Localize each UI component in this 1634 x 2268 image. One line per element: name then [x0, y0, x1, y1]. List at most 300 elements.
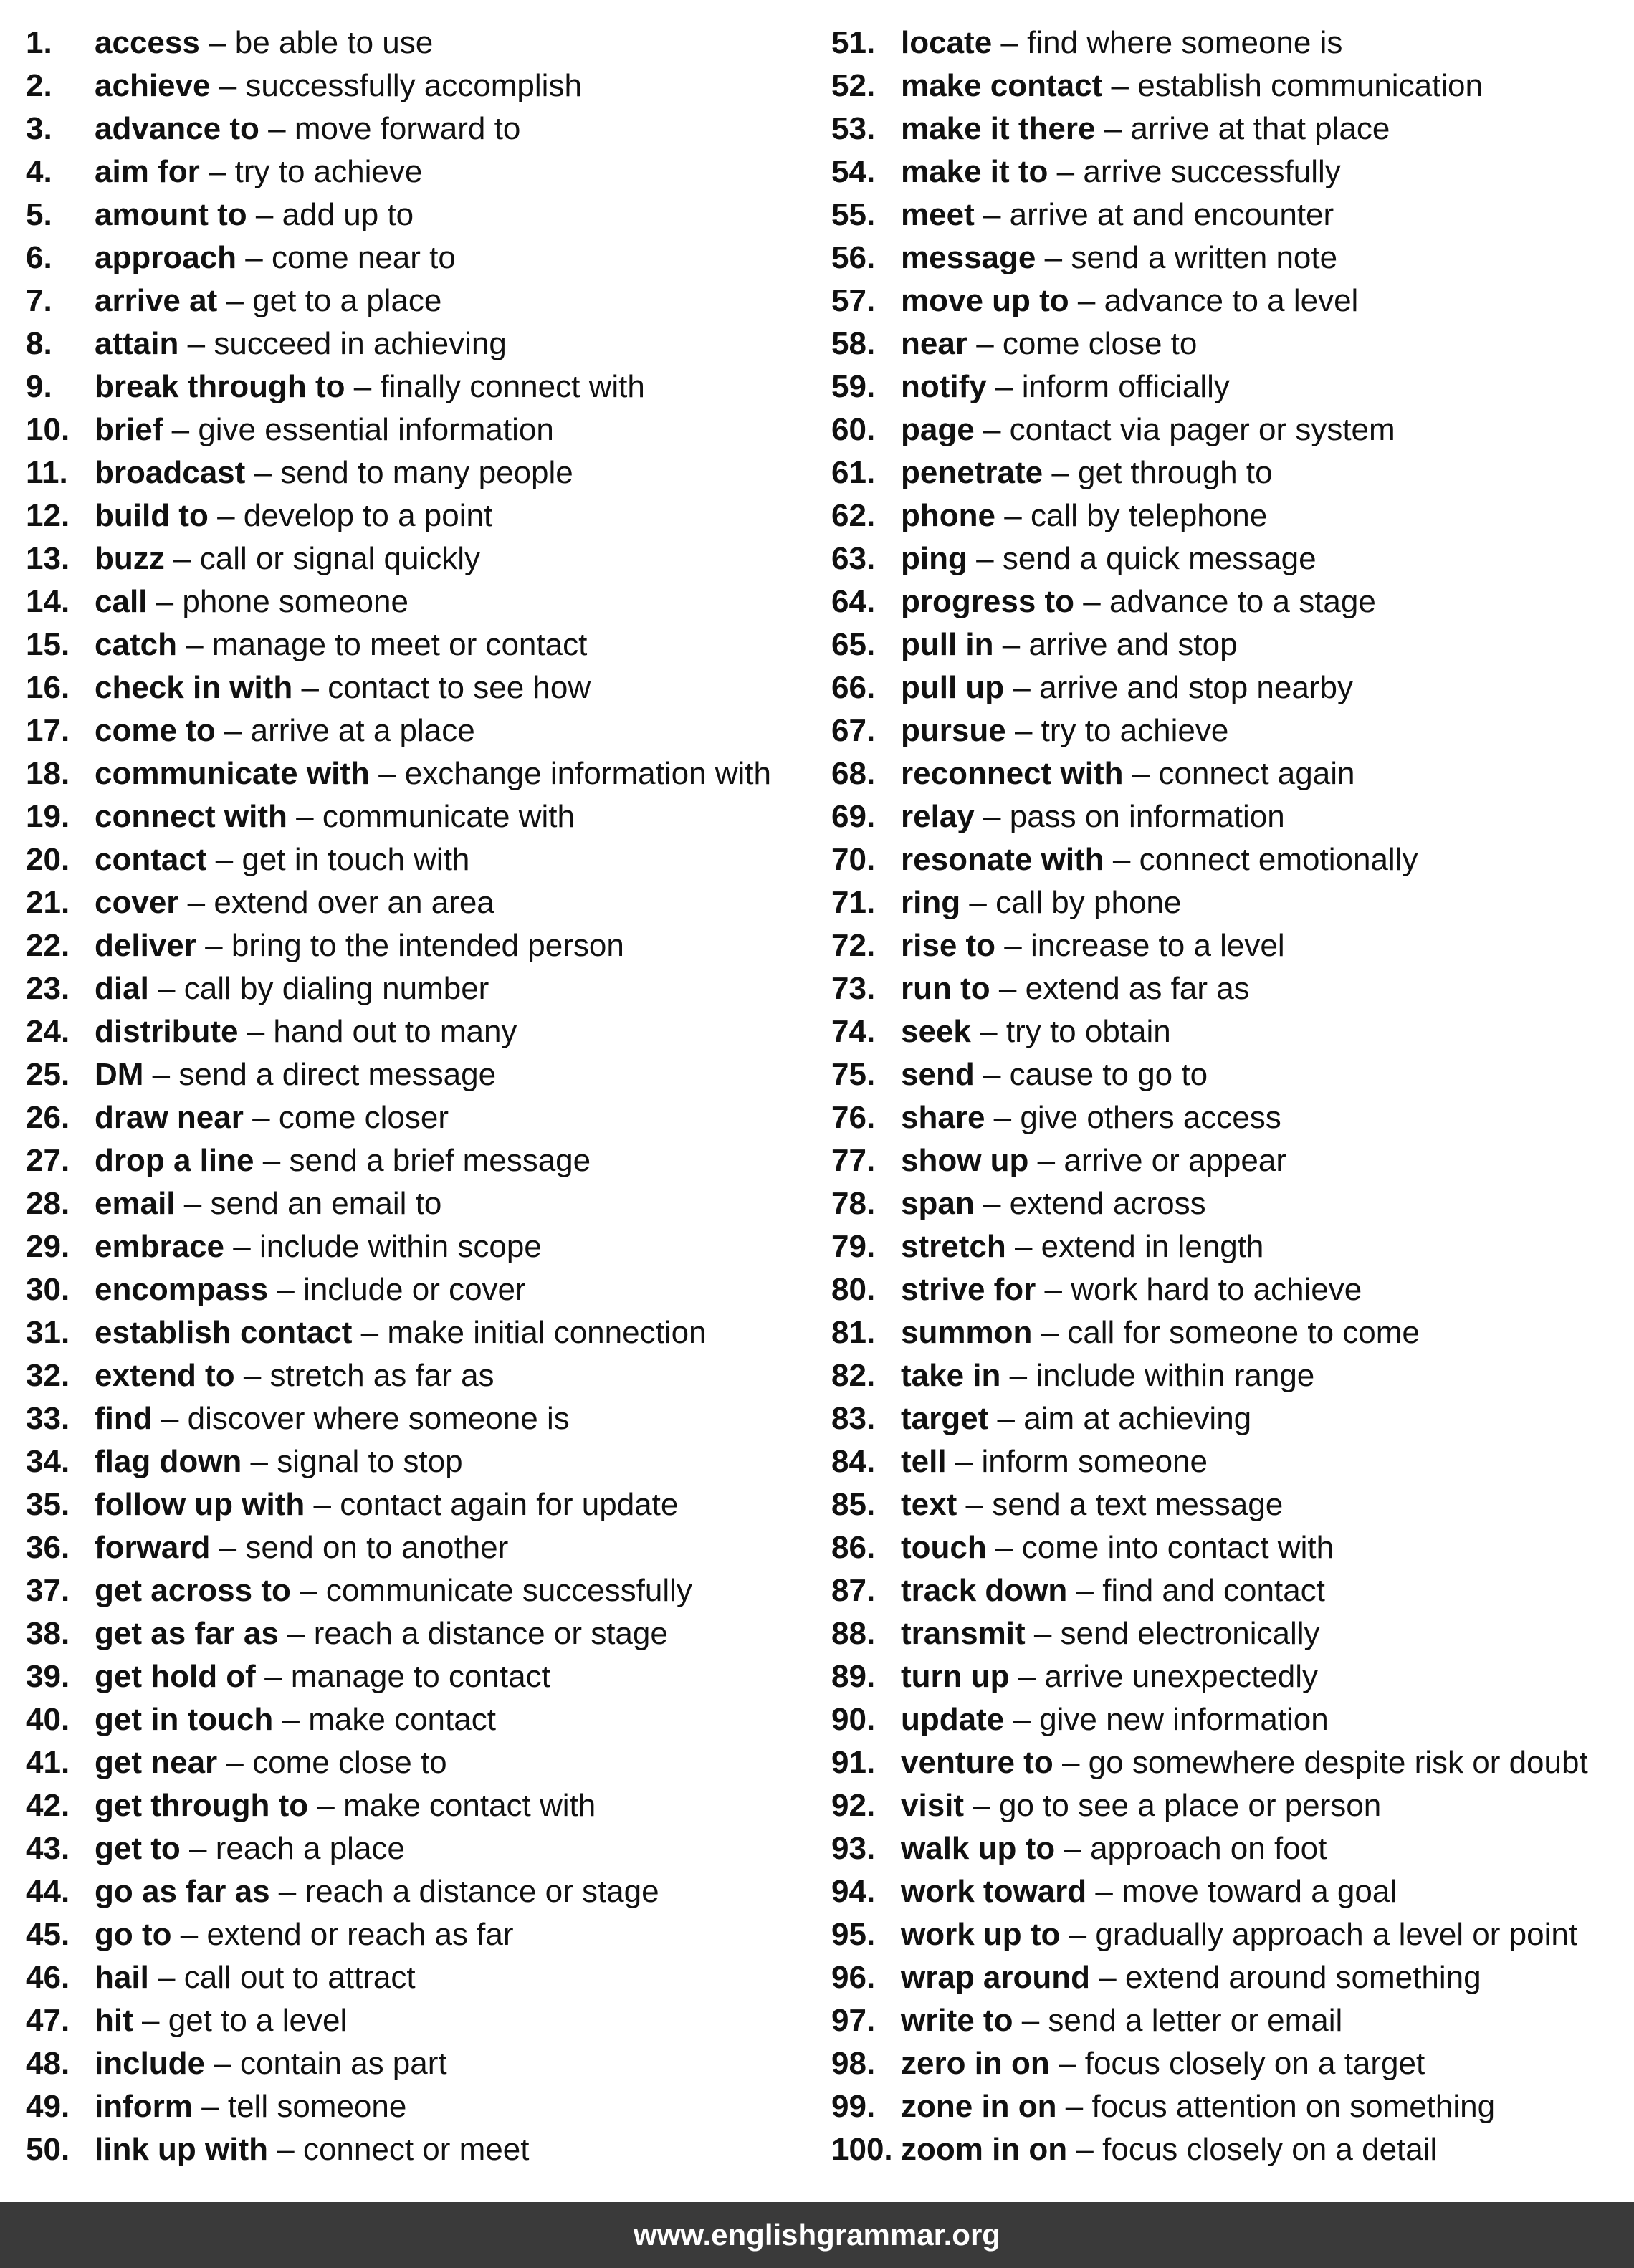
list-item: [831, 1612, 1627, 1655]
item-separator: –: [997, 1401, 1015, 1436]
item-word: reconnect with: [901, 756, 1124, 791]
item-word: email: [95, 1186, 176, 1221]
item-number: 49.: [26, 2089, 70, 2124]
item-definition: successfully accomplish: [245, 68, 582, 103]
item-word: amount to: [95, 197, 247, 232]
item-word: call: [95, 584, 148, 619]
item-number: 22.: [26, 928, 70, 963]
list-item: [831, 1311, 1627, 1354]
list-item: [831, 1827, 1627, 1870]
item-word: connect with: [95, 799, 287, 834]
item-word: make contact: [901, 68, 1103, 103]
item-body: [95, 107, 520, 150]
list-item: [831, 1225, 1627, 1268]
item-definition: go to see a place or person: [999, 1788, 1382, 1823]
item-number: 31.: [26, 1315, 70, 1350]
item-body: [95, 494, 492, 537]
item-definition: go somewhere despite risk or doubt: [1088, 1745, 1588, 1780]
item-definition: try to obtain: [1005, 1014, 1171, 1049]
item-word: drop a line: [95, 1143, 254, 1178]
list-item: [26, 752, 814, 795]
list-item: [831, 107, 1627, 150]
item-body: [95, 1354, 494, 1397]
item-word: summon: [901, 1315, 1033, 1350]
list-item: [26, 1569, 814, 1612]
item-number: 36.: [26, 1530, 70, 1565]
item-definition: communicate successfully: [325, 1573, 692, 1608]
item-number: 4.: [26, 154, 52, 189]
item-separator: –: [1111, 68, 1129, 103]
item-number: 5.: [26, 197, 52, 232]
item-number: 40.: [26, 1702, 70, 1737]
item-word: check in with: [95, 670, 293, 705]
item-word: update: [901, 1702, 1005, 1737]
item-separator: –: [187, 326, 206, 361]
item-definition: extend across: [1009, 1186, 1206, 1221]
footer-bar: [0, 2202, 1634, 2268]
item-word: progress to: [901, 584, 1075, 619]
item-word: wrap around: [901, 1960, 1091, 1995]
item-definition: include within range: [1036, 1358, 1315, 1393]
item-separator: –: [209, 25, 226, 60]
item-body: [95, 881, 494, 924]
item-definition: focus closely on a detail: [1102, 2132, 1438, 2167]
item-separator: –: [1059, 2046, 1076, 2081]
item-body: [95, 1225, 542, 1268]
item-separator: –: [277, 1272, 295, 1307]
list-item: [831, 1655, 1627, 1698]
item-separator: –: [1095, 1874, 1113, 1909]
item-word: send: [901, 1057, 975, 1092]
list-item: [26, 451, 814, 494]
list-item: [831, 150, 1627, 193]
item-body: [95, 365, 645, 408]
item-word: access: [95, 25, 200, 60]
list-item: [831, 494, 1627, 537]
item-body: [901, 1139, 1286, 1182]
list-item: [831, 752, 1627, 795]
item-word: go to: [95, 1917, 172, 1952]
item-definition: come close to: [1002, 326, 1198, 361]
item-number: 76.: [831, 1100, 876, 1135]
item-number: 99.: [831, 2089, 876, 2124]
item-body: [95, 193, 414, 236]
item-body: [95, 2042, 447, 2085]
item-word: move up to: [901, 283, 1069, 318]
item-definition: come closer: [278, 1100, 449, 1135]
item-word: take in: [901, 1358, 1001, 1393]
item-body: [901, 2128, 1437, 2171]
item-definition: extend over an area: [214, 885, 494, 920]
item-separator: –: [983, 1057, 1001, 1092]
item-definition: work hard to achieve: [1071, 1272, 1362, 1307]
item-word: page: [901, 412, 975, 447]
list-item: [831, 1182, 1627, 1225]
item-separator: –: [214, 2046, 231, 2081]
list-item: [26, 1440, 814, 1483]
item-separator: –: [1044, 1272, 1063, 1307]
list-item: [26, 580, 814, 623]
item-number: 41.: [26, 1745, 70, 1780]
list-item: [26, 107, 814, 150]
item-number: 63.: [831, 541, 876, 576]
item-body: [95, 709, 475, 752]
item-separator: –: [201, 2089, 219, 2124]
item-definition: send on to another: [245, 1530, 509, 1565]
list-item: [26, 1053, 814, 1096]
item-number: 93.: [831, 1831, 876, 1866]
item-number: 50.: [26, 2132, 70, 2167]
item-number: 98.: [831, 2046, 876, 2081]
item-separator: –: [1014, 713, 1033, 748]
item-number: 59.: [831, 369, 876, 404]
item-body: [901, 580, 1376, 623]
item-body: [901, 666, 1353, 709]
item-body: [901, 924, 1285, 967]
item-body: [901, 322, 1197, 365]
item-separator: –: [1065, 2089, 1084, 2124]
item-word: seek: [901, 1014, 971, 1049]
item-body: [901, 150, 1341, 193]
list-item: [26, 1182, 814, 1225]
item-definition: give others access: [1020, 1100, 1281, 1135]
item-definition: send a direct message: [178, 1057, 497, 1092]
item-body: [901, 193, 1334, 236]
item-word: arrive at: [95, 283, 218, 318]
item-separator: –: [158, 971, 176, 1006]
list-item: [26, 1870, 814, 1913]
list-item: [26, 666, 814, 709]
item-word: walk up to: [901, 1831, 1056, 1866]
item-separator: –: [224, 713, 242, 748]
list-item: [831, 408, 1627, 451]
item-word: dial: [95, 971, 149, 1006]
item-separator: –: [245, 240, 263, 275]
list-item: [831, 1397, 1627, 1440]
item-separator: –: [217, 498, 235, 533]
item-body: [95, 2128, 529, 2171]
item-separator: –: [980, 1014, 998, 1049]
item-word: build to: [95, 498, 209, 533]
item-number: 78.: [831, 1186, 876, 1221]
item-number: 45.: [26, 1917, 70, 1952]
list-item: [831, 1483, 1627, 1526]
item-word: DM: [95, 1057, 144, 1092]
item-definition: get to a place: [252, 283, 442, 318]
list-item: [26, 21, 814, 64]
item-body: [95, 279, 441, 322]
list-item: [831, 21, 1627, 64]
item-separator: –: [969, 885, 987, 920]
item-number: 89.: [831, 1659, 876, 1694]
item-definition: finally connect with: [380, 369, 645, 404]
item-separator: –: [1002, 627, 1021, 662]
item-word: get near: [95, 1745, 218, 1780]
item-separator: –: [282, 1702, 300, 1737]
item-body: [95, 1526, 508, 1569]
item-word: break through to: [95, 369, 345, 404]
item-definition: make contact with: [343, 1788, 596, 1823]
item-number: 53.: [831, 111, 876, 146]
item-definition: call by dialing number: [183, 971, 489, 1006]
item-number: 88.: [831, 1616, 876, 1651]
list-item: [26, 1655, 814, 1698]
item-word: penetrate: [901, 455, 1043, 490]
list-item: [831, 64, 1627, 107]
item-definition: come near to: [272, 240, 456, 275]
item-definition: gradually approach a level or point: [1095, 1917, 1578, 1952]
item-separator: –: [1013, 1702, 1031, 1737]
item-definition: hand out to many: [273, 1014, 517, 1049]
item-definition: connect emotionally: [1139, 842, 1418, 877]
item-number: 57.: [831, 283, 876, 318]
item-number: 46.: [26, 1960, 70, 1995]
item-number: 55.: [831, 197, 876, 232]
item-number: 72.: [831, 928, 876, 963]
item-definition: arrive successfully: [1083, 154, 1341, 189]
item-number: 38.: [26, 1616, 70, 1651]
item-body: [901, 1268, 1362, 1311]
item-definition: inform someone: [981, 1444, 1208, 1479]
item-word: zone in on: [901, 2089, 1057, 2124]
list-item: [26, 2085, 814, 2128]
item-body: [95, 1956, 416, 1999]
item-definition: contain as part: [239, 2046, 447, 2081]
list-item: [831, 1053, 1627, 1096]
item-body: [95, 1397, 570, 1440]
item-definition: contact again for update: [340, 1487, 679, 1522]
item-word: run to: [901, 971, 990, 1006]
item-word: transmit: [901, 1616, 1026, 1651]
item-body: [901, 1182, 1206, 1225]
item-body: [901, 838, 1418, 881]
item-word: work toward: [901, 1874, 1087, 1909]
item-body: [95, 1784, 596, 1827]
item-definition: manage to contact: [290, 1659, 550, 1694]
item-separator: –: [1076, 2132, 1094, 2167]
item-number: 83.: [831, 1401, 876, 1436]
item-number: 9.: [26, 369, 52, 404]
item-body: [95, 1440, 463, 1483]
item-body: [901, 279, 1358, 322]
item-word: ring: [901, 885, 961, 920]
item-body: [95, 1999, 347, 2042]
item-separator: –: [1069, 1917, 1087, 1952]
item-number: 51.: [831, 25, 876, 60]
item-definition: arrive at and encounter: [1009, 197, 1334, 232]
item-word: communicate with: [95, 756, 370, 791]
footer-url[interactable]: www.englishgrammar.org: [634, 2218, 1000, 2252]
item-number: 86.: [831, 1530, 876, 1565]
item-separator: –: [1064, 1831, 1081, 1866]
item-word: approach: [95, 240, 237, 275]
item-separator: –: [142, 2003, 160, 2038]
item-separator: –: [995, 1530, 1013, 1565]
item-word: deliver: [95, 928, 196, 963]
item-word: locate: [901, 25, 993, 60]
item-word: turn up: [901, 1659, 1010, 1694]
item-word: go as far as: [95, 1874, 270, 1909]
list-item: [831, 666, 1627, 709]
item-word: make it to: [901, 154, 1048, 189]
item-definition: tell someone: [227, 2089, 407, 2124]
item-separator: –: [1076, 1573, 1094, 1608]
item-separator: –: [995, 369, 1013, 404]
list-item: [831, 2085, 1627, 2128]
item-definition: contact to see how: [328, 670, 591, 705]
item-number: 30.: [26, 1272, 70, 1307]
item-word: flag down: [95, 1444, 242, 1479]
item-separator: –: [1004, 498, 1022, 533]
item-body: [901, 1096, 1281, 1139]
item-word: show up: [901, 1143, 1029, 1178]
item-definition: advance to a level: [1104, 283, 1359, 318]
item-definition: connect or meet: [302, 2132, 530, 2167]
item-word: hit: [95, 2003, 133, 2038]
item-word: hail: [95, 1960, 149, 1995]
item-separator: –: [973, 1788, 990, 1823]
item-definition: communicate with: [322, 799, 575, 834]
item-definition: arrive at that place: [1130, 111, 1390, 146]
item-definition: arrive at a place: [250, 713, 475, 748]
list-item: [26, 924, 814, 967]
item-separator: –: [156, 584, 174, 619]
item-separator: –: [219, 68, 237, 103]
list-item: [26, 1526, 814, 1569]
item-definition: focus closely on a target: [1084, 2046, 1425, 2081]
list-item: [26, 1741, 814, 1784]
item-separator: –: [277, 2132, 295, 2167]
item-body: [95, 451, 573, 494]
list-item: [831, 451, 1627, 494]
item-number: 97.: [831, 2003, 876, 2038]
item-definition: reach a place: [215, 1831, 405, 1866]
item-number: 13.: [26, 541, 70, 576]
item-definition: make initial connection: [387, 1315, 707, 1350]
item-separator: –: [262, 1143, 281, 1178]
item-separator: –: [998, 971, 1017, 1006]
list-item: [831, 236, 1627, 279]
item-separator: –: [1009, 1358, 1028, 1393]
list-item: [26, 1268, 814, 1311]
item-definition: send a text message: [992, 1487, 1284, 1522]
item-word: pull in: [901, 627, 994, 662]
item-definition: signal to stop: [277, 1444, 463, 1479]
item-number: 80.: [831, 1272, 876, 1307]
item-separator: –: [983, 1186, 1001, 1221]
item-separator: –: [1061, 1745, 1080, 1780]
item-definition: succeed in achieving: [214, 326, 507, 361]
list-item: [831, 322, 1627, 365]
item-word: broadcast: [95, 455, 246, 490]
item-definition: try to achieve: [1041, 713, 1229, 748]
item-number: 61.: [831, 455, 876, 490]
list-item: [26, 2042, 814, 2085]
item-number: 10.: [26, 412, 70, 447]
item-number: 74.: [831, 1014, 876, 1049]
item-body: [95, 1569, 692, 1612]
item-body: [901, 236, 1337, 279]
item-separator: –: [983, 799, 1001, 834]
item-definition: arrive or appear: [1064, 1143, 1286, 1178]
item-body: [901, 408, 1395, 451]
item-body: [901, 1698, 1329, 1741]
item-separator: –: [189, 1831, 207, 1866]
item-word: achieve: [95, 68, 211, 103]
item-number: 23.: [26, 971, 70, 1006]
item-body: [901, 1526, 1334, 1569]
item-separator: –: [1014, 1229, 1033, 1264]
item-number: 11.: [26, 455, 68, 490]
item-definition: aim at achieving: [1023, 1401, 1252, 1436]
item-word: extend to: [95, 1358, 235, 1393]
item-body: [901, 1311, 1420, 1354]
item-definition: call for someone to come: [1067, 1315, 1420, 1350]
item-body: [95, 580, 408, 623]
item-definition: make contact: [308, 1702, 496, 1737]
list-item: [26, 193, 814, 236]
item-definition: send a letter or email: [1048, 2003, 1343, 2038]
list-item: [26, 64, 814, 107]
item-body: [901, 967, 1250, 1010]
list-item: [26, 1397, 814, 1440]
item-separator: –: [226, 283, 244, 318]
item-definition: send electronically: [1060, 1616, 1320, 1651]
item-separator: –: [158, 1960, 176, 1995]
item-separator: –: [976, 541, 994, 576]
item-separator: –: [161, 1401, 179, 1436]
item-word: venture to: [901, 1745, 1054, 1780]
item-number: 56.: [831, 240, 876, 275]
item-number: 2.: [26, 68, 52, 103]
item-definition: move forward to: [294, 111, 521, 146]
list-item: [831, 580, 1627, 623]
list-item: [26, 623, 814, 666]
item-definition: manage to meet or contact: [211, 627, 588, 662]
item-number: 66.: [831, 670, 876, 705]
item-body: [901, 1913, 1577, 1956]
item-body: [901, 1053, 1208, 1096]
item-separator: –: [219, 1530, 237, 1565]
item-body: [901, 709, 1228, 752]
item-definition: focus attention on something: [1091, 2089, 1496, 2124]
item-separator: –: [301, 670, 320, 705]
item-body: [901, 1956, 1481, 1999]
item-word: establish contact: [95, 1315, 353, 1350]
item-number: 68.: [831, 756, 876, 791]
item-word: get as far as: [95, 1616, 279, 1651]
item-definition: extend or reach as far: [206, 1917, 514, 1952]
item-word: stretch: [901, 1229, 1006, 1264]
item-number: 39.: [26, 1659, 70, 1694]
item-definition: pass on information: [1009, 799, 1285, 834]
item-number: 90.: [831, 1702, 876, 1737]
item-body: [95, 1612, 668, 1655]
item-definition: connect again: [1158, 756, 1355, 791]
item-body: [95, 21, 433, 64]
item-body: [901, 1569, 1325, 1612]
item-definition: include or cover: [303, 1272, 526, 1307]
item-word: get hold of: [95, 1659, 256, 1694]
list-item: [831, 795, 1627, 838]
item-number: 32.: [26, 1358, 70, 1393]
item-number: 47.: [26, 2003, 70, 2038]
item-word: visit: [901, 1788, 965, 1823]
list-item: [26, 150, 814, 193]
list-item: [26, 408, 814, 451]
item-body: [901, 365, 1230, 408]
item-word: target: [901, 1401, 989, 1436]
